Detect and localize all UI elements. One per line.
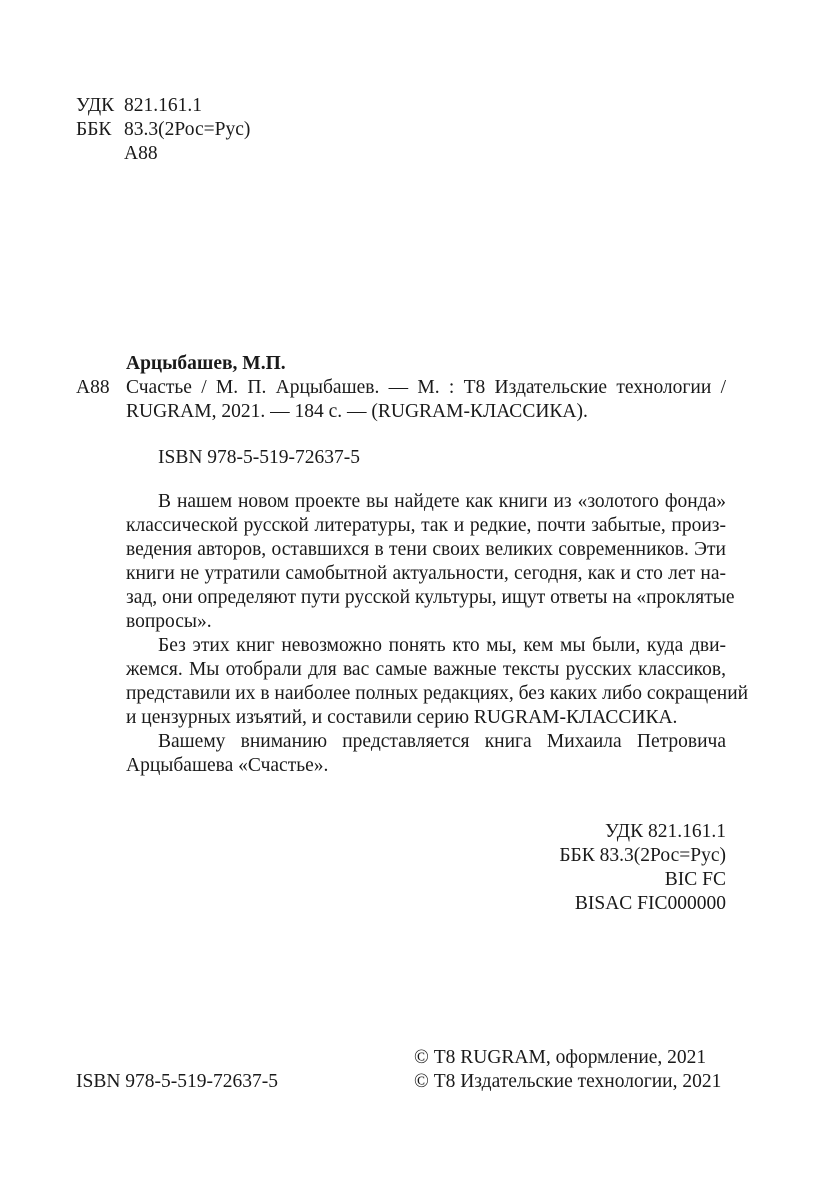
bibliographic-record (126, 376, 726, 424)
bbk-row (76, 118, 250, 142)
annotation-line: Без этих книг невозможно понять кто мы, кем мы были, куда дви- (158, 635, 726, 656)
annotation-line: Арцыбашева «Счастье». (126, 755, 329, 776)
author-mark-label (76, 142, 124, 166)
author-mark: А88 (76, 377, 110, 398)
annotation-line: зад, они определяют пути русской культуры, ищут ответы на «проклятые (126, 587, 735, 608)
author-mark-value: А88 (124, 143, 158, 164)
copyright-line: © Т8 Издательские технологии, 2021 (414, 1071, 722, 1092)
udk-row (76, 94, 250, 118)
annotation-line: Вашему вниманию представляется книга Михаила Петровича (158, 731, 726, 752)
udk-value: 821.161.1 (124, 95, 202, 116)
isbn: ISBN 978-5-519-72637-5 (158, 447, 361, 468)
bbk-label: ББК (76, 119, 112, 140)
annotation-line: книги не утратили самобытной актуальности, сегодня, как и сто лет на- (126, 563, 726, 584)
copyright-line: © Т8 RUGRAM, оформление, 2021 (414, 1047, 707, 1068)
bibliographic-line: Счастье / М. П. Арцыбашев. — М. : Т8 Издательские технологии / (126, 377, 726, 398)
annotation-line: и цензурных изъятий, и составили серию RUGRAM-КЛАССИКА. (126, 707, 678, 728)
classification-udk: УДК 821.161.1 (604, 821, 726, 842)
annotation-line: ведения авторов, оставшихся в тени своих великих современников. Эти (126, 539, 726, 560)
classification-bic: BIC FC (664, 869, 726, 890)
annotation-line: представили их в наиболее полных редакциях, без каких либо сокращений (126, 683, 749, 704)
classification-codes (559, 820, 726, 916)
bbk-value: 83.3(2Рос=Рус) (124, 119, 251, 140)
bibliographic-line: RUGRAM, 2021. — 184 с. — (RUGRAM-КЛАССИКА). (126, 401, 588, 422)
annotation (126, 490, 749, 778)
classification-bisac: BISAC FIC000000 (574, 893, 726, 914)
author-mark-row (76, 142, 250, 166)
classification-bbk: ББК 83.3(2Рос=Рус) (559, 845, 726, 866)
annotation-line: жемся. Мы отобрали для вас самые важные тексты русских классиков, (126, 659, 726, 680)
udk-bbk-header (76, 94, 250, 166)
annotation-line: вопросы». (126, 611, 212, 632)
annotation-line: В нашем новом проекте вы найдете как книги из «золотого фонда» (158, 491, 726, 512)
copyright-block (414, 1046, 721, 1094)
author-heading: Арцыбашев, М.П. (126, 353, 286, 374)
annotation-line: классической русской литературы, так и редкие, почти забытые, произ- (126, 515, 726, 536)
footer-isbn: ISBN 978-5-519-72637-5 (76, 1071, 279, 1092)
udk-label: УДК (76, 95, 115, 116)
